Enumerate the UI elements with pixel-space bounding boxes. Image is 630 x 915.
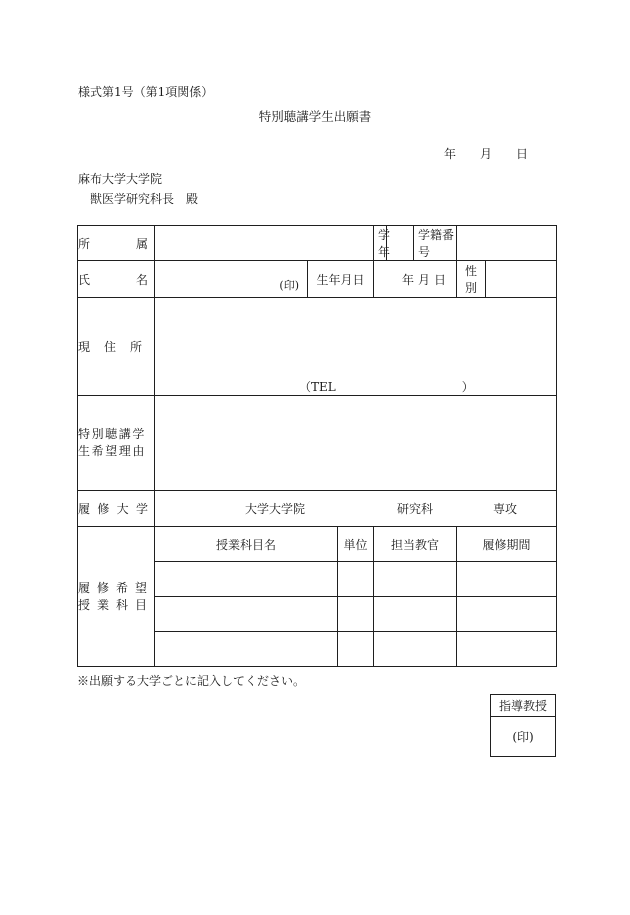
name-seal-mark: (印)	[279, 279, 299, 292]
course-credits-cell[interactable]	[338, 562, 374, 597]
advisor-seal-box	[490, 694, 556, 757]
birthdate-field[interactable]	[374, 261, 457, 298]
course-instructor-cell[interactable]	[374, 597, 457, 632]
affiliation-label: 所 属	[78, 226, 155, 261]
gender-field[interactable]	[486, 261, 557, 298]
advisor-seal[interactable]: (印)	[491, 717, 556, 757]
course-period-header: 履修期間	[457, 527, 557, 562]
course-name-header: 授業科目名	[155, 527, 338, 562]
course-instructor-cell[interactable]	[374, 632, 457, 667]
course-name-cell[interactable]	[155, 597, 338, 632]
affiliation-field[interactable]	[155, 226, 374, 261]
reason-label: 特別聴講学 生希望理由	[78, 396, 155, 491]
enrolled-department-text: 研究科	[397, 502, 434, 516]
course-instructor-header: 担当教官	[374, 527, 457, 562]
desired-courses-label: 履 修 希 望 授 業 科 目	[78, 527, 155, 667]
course-instructor-cell[interactable]	[374, 562, 457, 597]
form-number: 様式第1号（第1項関係）	[78, 85, 214, 99]
enrolled-university-text: 大学大学院	[245, 502, 306, 516]
affiliation-row	[78, 226, 557, 261]
course-name-cell[interactable]	[155, 632, 338, 667]
address-row	[78, 298, 557, 396]
address-label: 現 住 所	[78, 298, 155, 396]
course-credits-cell[interactable]	[338, 632, 374, 667]
course-credits-header: 単位	[338, 527, 374, 562]
address-field[interactable]	[155, 298, 557, 396]
addressee-dean: 獣医学研究科長 殿	[90, 192, 199, 206]
birth-month: 月	[417, 272, 430, 287]
submission-note: ※出願する大学ごとに記入してください。	[77, 674, 306, 688]
tel-suffix: ）	[461, 380, 474, 394]
course-name-cell[interactable]	[155, 562, 338, 597]
birthdate-label: 生年月日	[308, 261, 374, 298]
name-row	[78, 261, 557, 298]
document-title: 特別聴講学生出願書	[258, 109, 372, 124]
tel-line	[155, 298, 556, 395]
application-form-table	[77, 225, 557, 667]
course-period-cell[interactable]	[457, 597, 557, 632]
reason-row	[78, 396, 557, 491]
birth-year: 年	[401, 272, 414, 287]
name-label: 氏 名	[78, 261, 155, 298]
grade-label: 学 年	[374, 226, 387, 261]
date-year: 年	[444, 147, 457, 161]
addressee-institution: 麻布大学大学院	[78, 172, 163, 186]
date-day: 日	[516, 147, 529, 161]
name-field[interactable]	[155, 261, 308, 298]
student-id-field[interactable]	[457, 226, 557, 261]
course-credits-cell[interactable]	[338, 597, 374, 632]
enrolled-university-label: 履 修 大 学	[78, 491, 155, 527]
grade-field[interactable]	[387, 226, 414, 261]
reason-field[interactable]	[155, 396, 557, 491]
course-period-cell[interactable]	[457, 562, 557, 597]
enrolled-major-text: 専攻	[493, 502, 518, 516]
date-month: 月	[480, 147, 493, 161]
advisor-label: 指導教授	[491, 695, 556, 717]
birth-day: 日	[433, 272, 446, 287]
courses-header-row	[78, 527, 557, 562]
course-period-cell[interactable]	[457, 632, 557, 667]
enrolled-university-row	[78, 491, 557, 527]
student-id-label: 学籍番号	[414, 226, 457, 261]
gender-label: 性 別	[457, 261, 486, 298]
tel-prefix: （TEL	[299, 380, 336, 394]
enrolled-university-field[interactable]	[155, 491, 557, 527]
application-date	[444, 148, 528, 160]
